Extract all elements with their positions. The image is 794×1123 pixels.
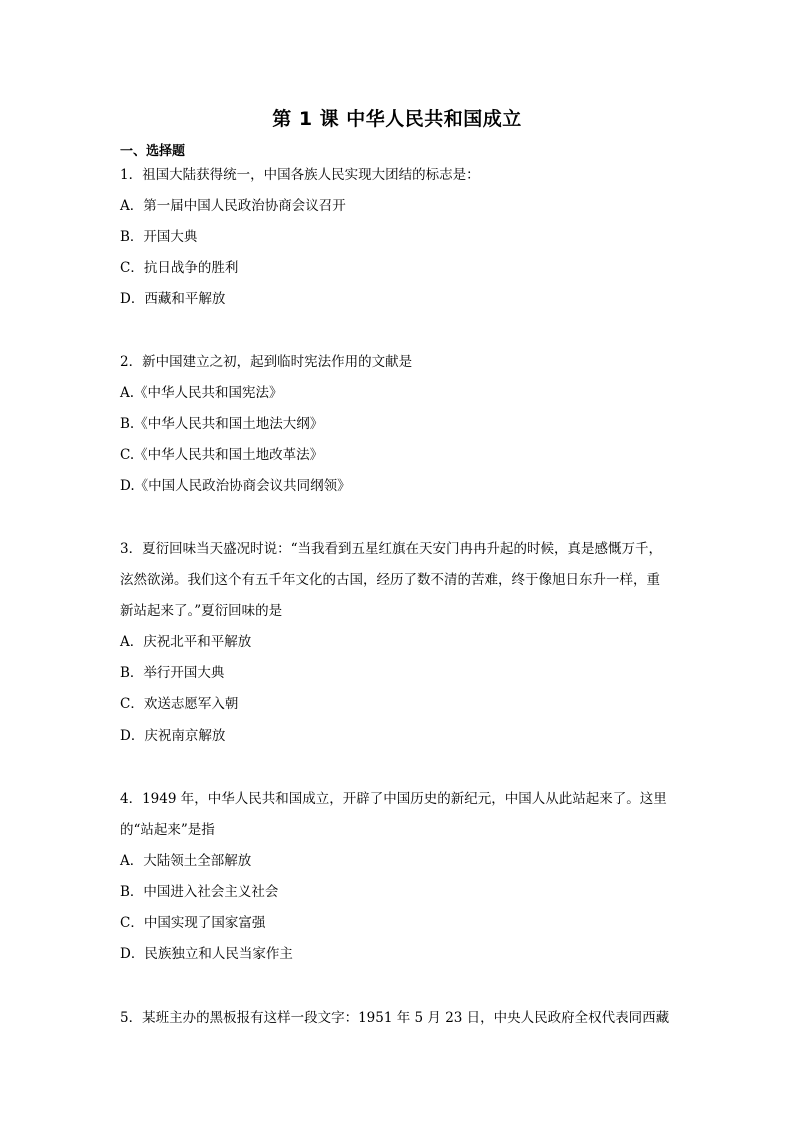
question-4-option-d: D．民族独立和人民当家作主 <box>120 946 293 962</box>
document-title: 第 1 课 中华人民共和国成立 <box>272 108 522 130</box>
question-1-option-a: A．第一届中国人民政治协商会议召开 <box>120 198 346 214</box>
question-4-option-c: C．中国实现了国家富强 <box>120 915 266 931</box>
question-3-stem-line-1: 3．夏衍回味当天盛况时说：“当我看到五星红旗在天安门冉冉升起的时候，真是感慨万千， <box>120 541 662 557</box>
question-2-option-d: D.《中国人民政治协商会议共同纲领》 <box>120 478 351 494</box>
question-2-option-b: B.《中华人民共和国土地法大纲》 <box>120 416 324 432</box>
section-heading: 一、选择题 <box>120 144 186 159</box>
question-3-stem-line-2: 泫然欲涕。我们这个有五千年文化的古国，经历了数不清的苦难，终于像旭日东升一样，重 <box>120 572 660 588</box>
question-1-option-c: C．抗日战争的胜利 <box>120 260 239 276</box>
question-2-option-a: A.《中华人民共和国宪法》 <box>120 385 283 401</box>
question-4-stem-line-1: 4．1949 年，中华人民共和国成立，开辟了中国历史的新纪元，中国人从此站起来了。这里 <box>120 791 667 807</box>
question-4-option-a: A．大陆领土全部解放 <box>120 853 252 869</box>
question-3-option-d: D．庆祝南京解放 <box>120 728 226 744</box>
question-1-option-b: B．开国大典 <box>120 229 198 245</box>
question-1-option-d: D．西藏和平解放 <box>120 291 226 307</box>
question-2-option-c: C.《中华人民共和国土地改革法》 <box>120 447 324 463</box>
question-3-option-b: B．举行开国大典 <box>120 665 225 681</box>
question-1-stem: 1．祖国大陆获得统一，中国各族人民实现大团结的标志是： <box>120 167 480 183</box>
question-3-option-a: A．庆祝北平和平解放 <box>120 634 252 650</box>
question-3-option-c: C．欢送志愿军入朝 <box>120 696 239 712</box>
question-2-stem: 2．新中国建立之初，起到临时宪法作用的文献是 <box>120 354 413 370</box>
question-4-stem-line-2: 的“站起来”是指 <box>120 822 215 838</box>
question-3-stem-line-3: 新站起来了。”夏衍回味的是 <box>120 603 283 619</box>
question-5-stem-line-1: 5．某班主办的黑板报有这样一段文字：1951 年 5 月 23 日，中央人民政府全权代表同西藏 <box>120 1010 670 1026</box>
question-4-option-b: B．中国进入社会主义社会 <box>120 884 279 900</box>
